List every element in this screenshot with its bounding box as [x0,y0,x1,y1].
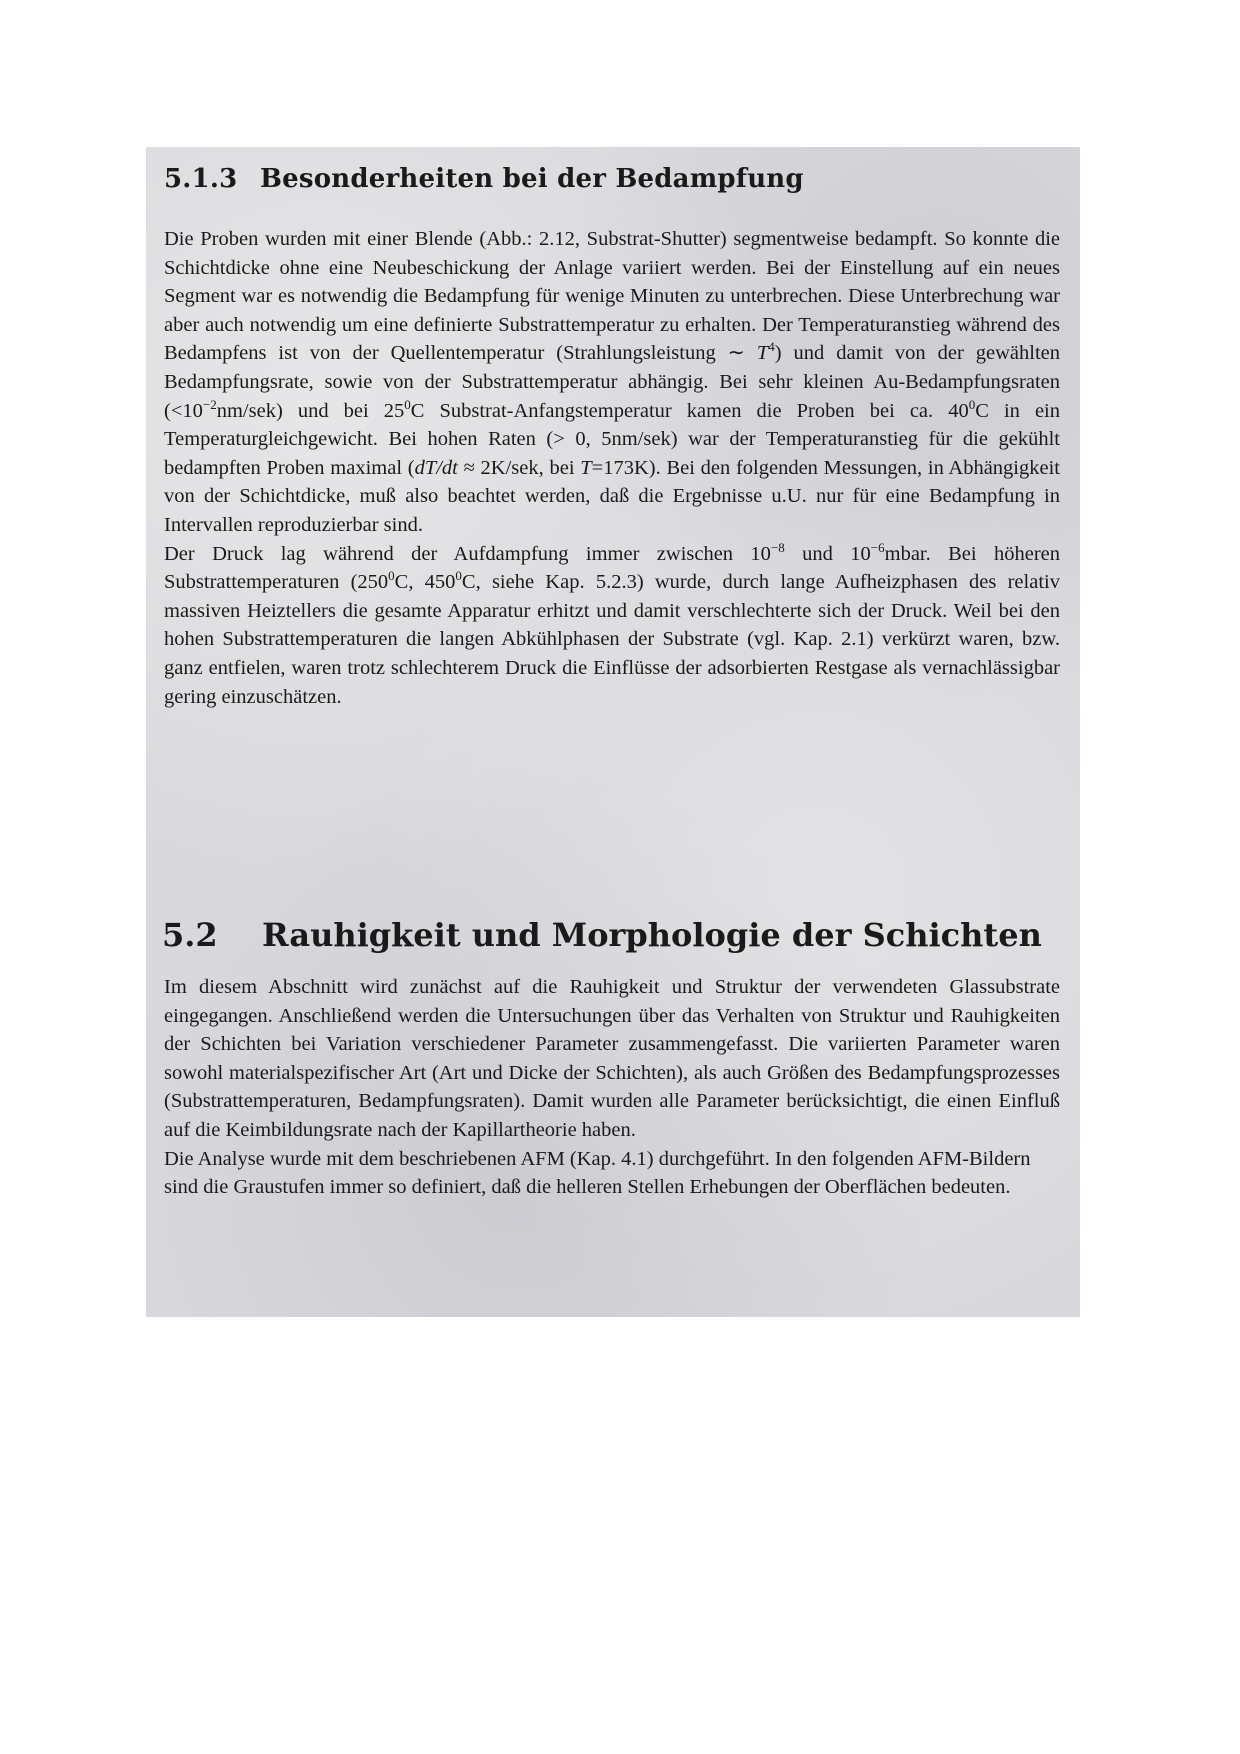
text-run: ) und damit von der gewählten Bedampfungsrate, sowie von der Substrattemperatur abhängig. Bei sehr kleinen Au-Bedampfungsraten (<10 [164,342,1060,422]
superscript: 4 [768,339,775,355]
superscript: −6 [870,539,885,555]
superscript: 0 [388,568,395,584]
paragraph-druck [164,540,1060,712]
text-run: ≈ 2K/sek, bei [457,456,581,479]
paragraph-bedampfung [164,225,1060,540]
math-italic: T [580,456,592,479]
text-run: nm/sek) und bei 25 [216,399,405,422]
section-heading [162,912,1062,958]
math-italic: T [756,342,769,365]
superscript: 0 [455,568,462,584]
subsection-number: 5.1.3 [164,164,238,194]
text-run: =173K). Bei den folgenden Messungen, in Abhängigkeit von der Schichtdicke, muß also beachtet werden, daß die Ergebnisse u.U. nur für eine Bedampfung in Intervallen reproduzierbar sind. [164,456,1060,536]
superscript: −8 [770,539,785,555]
superscript: 0 [404,396,411,412]
superscript: −2 [202,396,217,412]
subsection-title: Besonderheiten bei der Bedampfung [260,164,804,194]
text-run: Die Proben wurden mit einer Blende (Abb.: 2.12, Substrat-Shutter) segmentweise bedampft. So konnte die Schichtdicke ohne eine Neubeschickung der Anlage variiert werden. Bei der Einstellung auf ein neues Segment war es notwendig die Bedampfung für wenige Minuten zu unterbrechen. Diese Unterbrechung war aber auch notwendig um eine definierte Substrattemperatur zu erhalten. Der Temperaturanstieg während des Bedampfens ist von der Quellentemperatur (Strahlungsleistung ∼ [164,228,1060,365]
text-run: C in ein Temperaturgleichgewicht. Bei hohen Raten (> 0, 5nm/sek) war der Temperaturanstieg für die gekühlt bedampften Proben maximal ( [164,399,1060,479]
text-run: Die Analyse wurde mit dem beschriebenen AFM (Kap. 4.1) durchgeführt. In den folgenden AFM-Bildern sind die Graustufen immer so definiert, daß die helleren Stellen Erhebungen der Oberflächen bedeuten. [164,1147,1031,1199]
math-italic: dT/dt [414,456,458,479]
scanned-page [146,147,1080,1317]
section-number: 5.2 [162,916,218,954]
text-run: mbar. Bei höheren Substrattemperaturen (250 [164,542,1061,594]
paragraph-afm-analyse [164,1145,1060,1202]
paragraph-rauhigkeit [164,973,1060,1145]
text-run: Im diesem Abschnitt wird zunächst auf die Rauhigkeit und Struktur der verwendeten Glassubstrate eingegangen. Anschließend werden die Untersuchungen über das Verhalten von Struktur und Rauhigkeiten der Schichten bei Variation verschiedener Parameter zusammengefasst. Die variierten Parameter waren sowohl materialspezifischer Art (Art und Dicke der Schichten), als auch Größen des Bedampfungsprozesses (Substrattemperaturen, Bedampfungsraten). Damit wurden alle Parameter berücksichtigt, die einen Einfluß auf die Keimbildungsrate nach der Kapillartheorie haben. [164,976,1060,1141]
text-run: Der Druck lag während der Aufdampfung immer zwischen 10 [164,542,771,565]
subsection-body [164,225,1060,711]
text-run: C Substrat-Anfangstemperatur kamen die Proben bei ca. 40 [410,399,969,422]
section-body [164,973,1060,1202]
section-title: Rauhigkeit und Morphologie der Schichten [262,916,1042,954]
text-run: C, siehe Kap. 5.2.3) wurde, durch lange Aufheizphasen des relativ massiven Heiztellers die gesamte Apparatur erhitzt und damit verschlechterte sich der Druck. Weil bei den hohen Substrattemperaturen die langen Abkühlphasen der Substrate (vgl. Kap. 2.1) verkürzt waren, bzw. ganz entfielen, waren trotz schlechterem Druck die Einflüsse der adsorbierten Restgase als vernachlässigbar gering einzuschätzen. [164,571,1060,708]
subsection-heading [164,159,1044,199]
text-run: C, 450 [394,571,456,594]
text-run: und 10 [784,542,871,565]
superscript: 0 [968,396,976,412]
